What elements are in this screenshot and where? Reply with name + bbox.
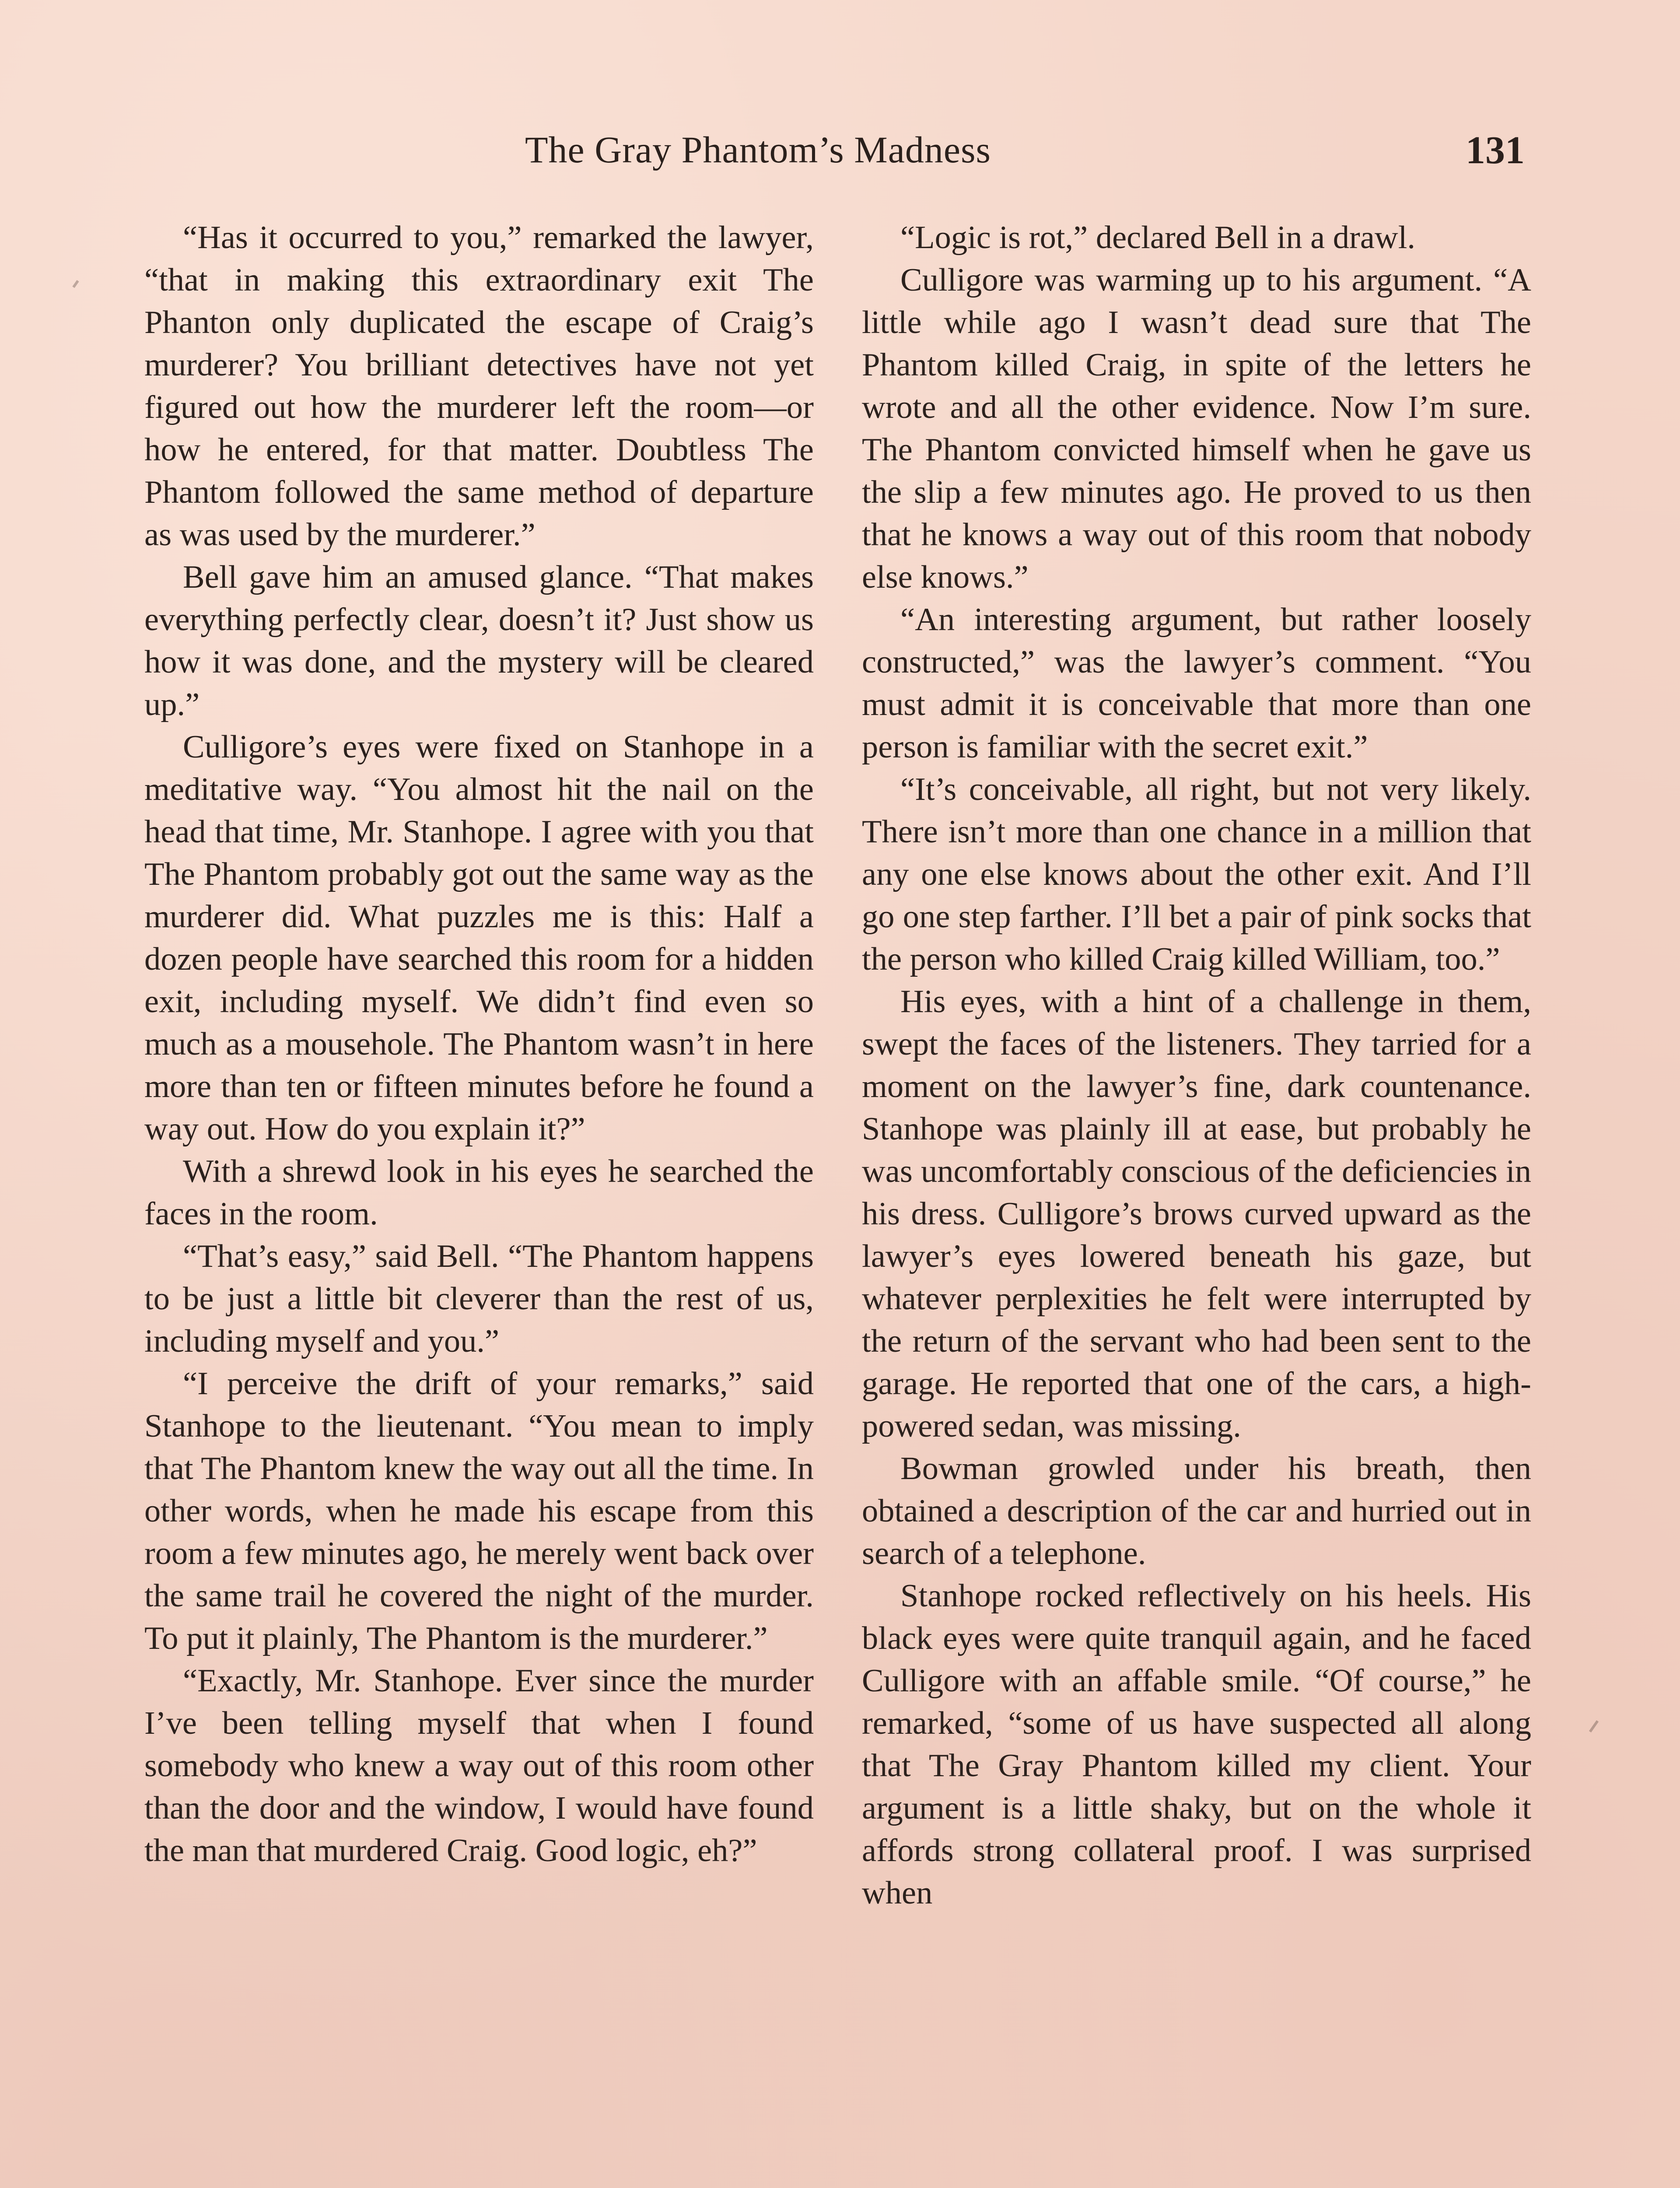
paragraph: “An interesting argument, but rather loosely constructed,” was the lawyer’s comment. “You must admit it is conceivable that more than one person is familiar with the secret exit.” [862, 602, 1531, 765]
paragraph: “I perceive the drift of your remarks,” said Stanhope to the lieutenant. “You mean to imply that The Phantom knew the way out all the time. In other words, when he made his escape from this room a few minutes ago, he merely went back over the same trail he covered the night of the murder. To put it plainly, The Phantom is the murderer.” [144, 1366, 814, 1656]
paragraph: Culligore’s eyes were fixed on Stanhope in a meditative way. “You almost hit the nail on the head that time, Mr. Stanhope. I agree with you that The Phantom probably got out the same way as the murderer did. What puzzles me is this: Half a dozen people have searched this room for a hidden exit, including myself. We didn’t find even so much as a mousehole. The Phantom wasn’t in here more than ten or fifteen minutes before he found a way out. How do you explain it?” [144, 729, 814, 1147]
paper-speck [72, 280, 79, 288]
paragraph: “Exactly, Mr. Stanhope. Ever since the murder I’ve been telling myself that when I found somebody who knew a way out of this room other than the door and the window, I would have found the man that murdered Craig. Good logic, eh?” [144, 1663, 814, 1869]
paragraph: Bell gave him an amused glance. “That makes everything perfectly clear, doesn’t it? Just show us how it was done, and the mystery will be cleared up.” [144, 559, 814, 722]
paragraph: “Logic is rot,” declared Bell in a drawl. [900, 220, 1416, 256]
left-column [144, 217, 814, 1872]
running-head-title: The Gray Phantom’s Madness [525, 129, 991, 171]
paragraph: His eyes, with a hint of a challenge in them, swept the faces of the listeners. They tarried for a moment on the lawyer’s fine, dark countenance. Stanhope was plainly ill at ease, but probably he was uncomfortably conscious of the deficiencies in his dress. Culligore’s brows curved upward as the lawyer’s eyes lowered beneath his gaze, but whatever perplexities he felt were interrupted by the return of the servant who had been sent to the garage. He reported that one of the cars, a high-powered sedan, was missing. [862, 984, 1531, 1444]
paragraph: Culligore was warming up to his argument. “A little while ago I wasn’t dead sure that The Phantom killed Craig, in spite of the letters he wrote and all the other evidence. Now I’m sure. The Phantom convicted himself when he gave us the slip a few minutes ago. He proved to us then that he knows a way out of this room that nobody else knows.” [862, 262, 1531, 595]
right-column [862, 217, 1531, 1914]
page-number: 131 [1466, 129, 1525, 172]
paper-speck [1589, 1720, 1599, 1732]
paragraph: Bowman growled under his breath, then obtained a description of the car and hurried out in search of a telephone. [862, 1451, 1531, 1571]
paragraph: Stanhope rocked reflectively on his heels. His black eyes were quite tranquil again, and he faced Culligore with an affable smile. “Of course,” he remarked, “some of us have suspected all along that The Gray Phantom killed my client. Your argument is a little shaky, but on the whole it affords strong collateral proof. I was surprised when [862, 1578, 1531, 1911]
paragraph: With a shrewd look in his eyes he searched the faces in the room. [144, 1154, 814, 1232]
paragraph: “It’s conceivable, all right, but not very likely. There isn’t more than one chance in a million that any one else knows about the other exit. And I’ll go one step farther. I’ll bet a pair of pink socks that the person who killed Craig killed William, too.” [862, 771, 1531, 977]
paragraph: “Has it occurred to you,” remarked the lawyer, “that in making this extraordinary exit The Phanton only duplicated the escape of Craig’s murderer? You brilliant detectives have not yet figured out how the murderer left the room—or how he entered, for that matter. Doubtless The Phantom followed the same method of departure as was used by the murderer.” [144, 220, 814, 553]
paragraph: “That’s easy,” said Bell. “The Phantom happens to be just a little bit cleverer than the rest of us, including myself and you.” [144, 1238, 814, 1359]
